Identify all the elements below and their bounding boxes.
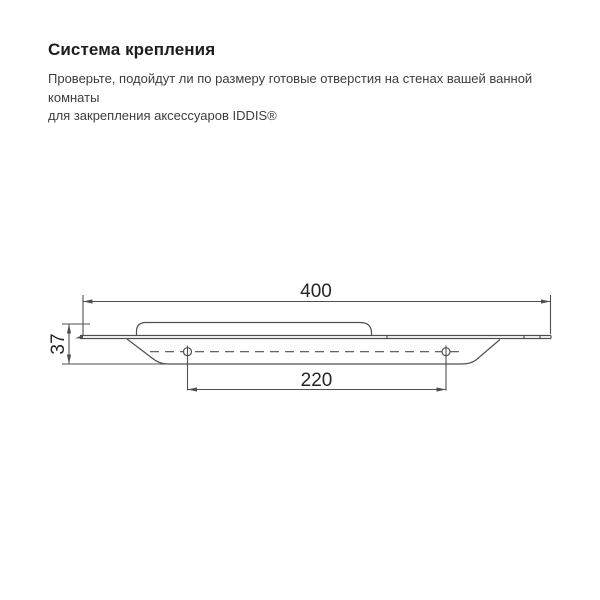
dim-220-label: 220: [300, 370, 333, 391]
arrow-37-top: [67, 324, 71, 334]
shelf-body-outline: [137, 323, 372, 336]
arrow-400-right: [541, 299, 551, 303]
dim-400-label: 400: [300, 281, 332, 302]
description-line-2: для закрепления аксессуаров IDDIS®: [48, 108, 277, 123]
arrow-400-left: [83, 299, 93, 303]
page-title: Система крепления: [48, 40, 216, 59]
arrow-220-left: [188, 387, 198, 391]
arrow-37-bottom: [67, 355, 71, 365]
dim-37-label: 37: [48, 333, 69, 355]
arrow-220-right: [437, 387, 447, 391]
description-line-1: Проверьте, подойдут ли по размеру готовые отверстия на стенах вашей ванной комнаты: [48, 71, 533, 105]
shelf-plate-outline: [80, 336, 551, 339]
